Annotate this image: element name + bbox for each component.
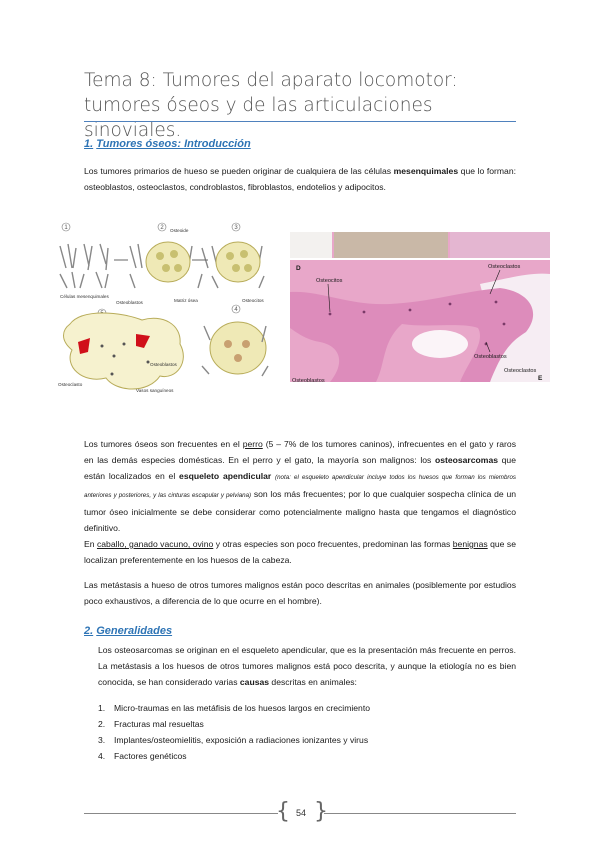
label-osteoblastos-a: Osteoblastos [116, 300, 143, 305]
list-item-number: 3. [98, 735, 106, 745]
section-1-title: Tumores óseos: Introducción [96, 138, 251, 150]
footer-rule-right [324, 813, 516, 814]
para2-osteosarcomas: osteosarcomas [434, 455, 499, 465]
section-1-number: 1. [84, 138, 94, 150]
para3-text-1: En [84, 539, 97, 549]
label-osteoclastos-hist-1: Osteoclastos [488, 264, 521, 270]
generalidades-paragraph [98, 642, 516, 690]
label-osteoclastos-hist-2: Osteoclastos [504, 368, 537, 374]
list-item-text: Implantes/osteomielitis, exposición a radiaciones ionizantes y virus [114, 735, 369, 745]
list-item-number: 1. [98, 703, 106, 713]
section-2-heading [84, 625, 172, 637]
generalidades-text-2: descritas en animales: [269, 677, 357, 687]
step-1-number: 1 [64, 225, 68, 231]
list-item [98, 716, 370, 732]
label-osteocitos-hist: Osteocitos [316, 278, 343, 284]
para2-perro: perro [242, 439, 263, 449]
intro-text-2: que lo forman: osteoblastos, osteoclastos, condroblastos, fibroblastos, endotelios y adipocitos. [84, 166, 516, 192]
label-osteoide: Osteoide [170, 228, 189, 233]
para3-benignas: benignas [452, 539, 488, 549]
footer-brace-left: { [276, 799, 290, 824]
list-item-number: 2. [98, 719, 106, 729]
generalidades-text-1: Los osteosarcomas se originan en el esqueleto apendicular, que es la presentación más frecuente en perros. La metástasis a los huesos de otros tumores malignos está poco descrita, y aunque la etiología no es bien conocida, se han considerado varias [98, 645, 516, 687]
list-item [98, 700, 370, 716]
para2-text-1: Los tumores óseos son frecuentes en el [84, 439, 243, 449]
histology-svg [290, 232, 550, 382]
panel-d-letter: D [296, 265, 301, 272]
step-4-number: 4 [234, 307, 238, 313]
section-2-number: 2. [84, 625, 94, 637]
para3-species: caballo, ganado vacuno, ovino [96, 539, 214, 549]
para2-text-4: son los más frecuentes; por lo que cualquier sospecha clínica de un tumor óseo inicialmente se debe considerar como potencialmente maligno hasta que tengamos el diagnóstico definitivo. [84, 489, 516, 533]
list-item [98, 748, 370, 764]
label-osteocitos: Osteocitos [242, 298, 264, 303]
title-rule [84, 121, 516, 122]
step-3-number: 3 [234, 225, 238, 231]
para3-text-3: que se localizan preferentemente en los huesos de la cabeza. [84, 539, 516, 565]
intro-paragraph [84, 163, 516, 195]
page-title: Tema 8: Tumores del aparato locomotor: tumores óseos y de las articulaciones sinoviales. [84, 70, 458, 141]
page-number: 54 [295, 808, 306, 818]
generalidades-causas: causas [239, 677, 270, 687]
other-species-paragraph [84, 536, 516, 568]
label-osteoblastos-b: Osteoblastos [150, 362, 177, 367]
list-item-text: Fracturas mal resueltas [114, 719, 204, 729]
list-item-text: Micro-traumas en las metáfisis de los huesos largos en crecimiento [114, 703, 371, 713]
bone-formation-diagram [52, 216, 272, 410]
para3-text-2: y otras especies son poco frecuentes, predominan las formas [213, 539, 453, 549]
list-item-number: 4. [98, 751, 106, 761]
label-osteoclasto: Osteoclasto [58, 382, 83, 387]
para2-text-3: que están localizados en el [84, 455, 516, 481]
section-2-title: Generalidades [96, 625, 173, 637]
footer-rule-left [84, 813, 278, 814]
para2-note: (nota: el esqueleto apendicular incluye todos los huesos que forman los miembros anteriores y posteriores, y las cinturas escapular y pelviana) [84, 474, 516, 499]
label-osteoblastos-hist-1: Osteoblastos [474, 354, 507, 360]
label-vasos-sanguineos: Vasos sanguíneos [136, 388, 174, 393]
label-celulas-mesenquimales: Células mesenquimales [60, 294, 109, 299]
panel-e-letter: E [538, 375, 543, 382]
intro-text-1: Los tumores primarios de hueso se pueden originar de cualquiera de las células [84, 166, 394, 176]
intro-bold: mesenquimales [393, 166, 459, 176]
footer-brace-right: } [314, 799, 328, 824]
bone-formation-svg [52, 216, 272, 410]
causes-list [98, 700, 370, 764]
histology-micrograph [290, 232, 550, 382]
list-item-text: Factores genéticos [114, 751, 187, 761]
metastasis-paragraph: Las metástasis a hueso de otros tumores malignos están poco descritas en animales (posiblemente por estudios poco exhaustivos, a diferencia de lo que ocurre en el hombre). [84, 580, 516, 606]
label-matriz-osea: Matriz ósea [174, 298, 198, 303]
list-item [98, 732, 370, 748]
section-1-heading [84, 138, 251, 150]
label-osteoblastos-hist-2: Osteoblastos [292, 378, 325, 382]
para2-esqueleto: esqueleto apendicular [179, 471, 272, 481]
step-2-number: 2 [160, 225, 164, 231]
frequency-paragraph [84, 436, 516, 536]
para2-text-2: (5 – 7% de los tumores caninos), infrecuentes en el gato y raros en las demás especies domésticas. En el perro y el gato, la mayoría son malignos: los [84, 439, 516, 465]
